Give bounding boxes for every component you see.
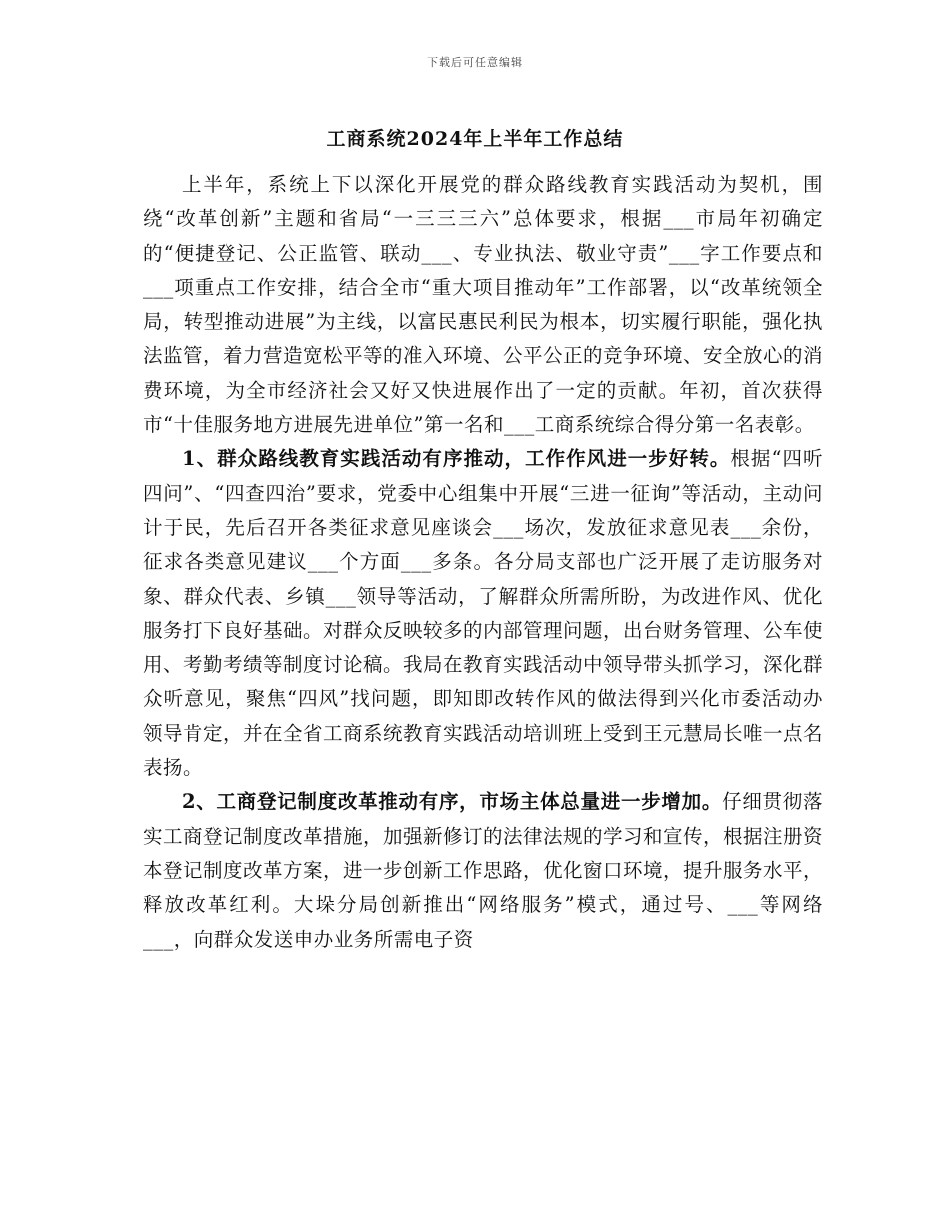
paragraph-text: 根据“四听四问”、“四查四治”要求，党委中心组集中开展“三进一征询”等活动，主动问计于民，先后召开各类征求意见座谈会___场次，发放征求意见表___余份，征求各类意见建议___个方面___多条。各分局支部也广泛开展了走访服务对象、群众代表、乡镇___领导等活动，了解群众所需所盼，为改进作风、优化服务打下良好基础。对群众反映较多的内部管理问题，出台财务管理、公车使用、考勤考绩等制度讨论稿。我局在教育实践活动中领导带头抓学习，深化群众听意见，聚焦“四风”找问题，即知即改转作风的做法得到兴化市委活动办领导肯定，并在全省工商系统教育实践活动培训班上受到王元慧局长唯一点名表扬。 (143, 447, 824, 780)
paragraph-section-2 (143, 785, 823, 956)
paragraph-lead: 2、工商登记制度改革推动有序，市场主体总量进一步增加。 (182, 790, 723, 814)
paragraph-text: 仔细贯彻落实工商登记制度改革措施，加强新修订的法律法规的学习和宣传，根据注册资本登记制度改革方案，进一步创新工作思路，优化窗口环境，提升服务水平，释放改革红利。大垛分局创新推出“网络服务”模式，通过号、___等网络___，向群众发送申办业务所需电子资 (143, 790, 824, 951)
paragraph-intro (143, 168, 823, 442)
document-body (143, 168, 823, 957)
paragraph-section-1 (143, 442, 823, 785)
document-title: 工商系统2024年上半年工作总结 (326, 128, 624, 150)
paragraph-lead: 1、群众路线教育实践活动有序推动，工作作风进一步好转。 (182, 447, 731, 471)
paragraph-text: 上半年，系统上下以深化开展党的群众路线教育实践活动为契机，围绕“改革创新”主题和省局“一三三三六”总体要求，根据___市局年初确定的“便捷登记、公正监管、联动___、专业执法、敬业守责”___字工作要点和___项重点工作安排，结合全市“重大项目推动年”工作部署，以“改革统领全局，转型推动进展”为主线，以富民惠民利民为根本，切实履行职能，强化执法监管，着力营造宽松平等的准入环境、公平公正的竞争环境、安全放心的消费环境，为全市经济社会又好又快进展作出了一定的贡献。年初，首次获得市“十佳服务地方进展先进单位”第一名和___工商系统综合得分第一名表彰。 (143, 173, 824, 437)
page-header-note: 下载后可任意编辑 (427, 56, 523, 69)
